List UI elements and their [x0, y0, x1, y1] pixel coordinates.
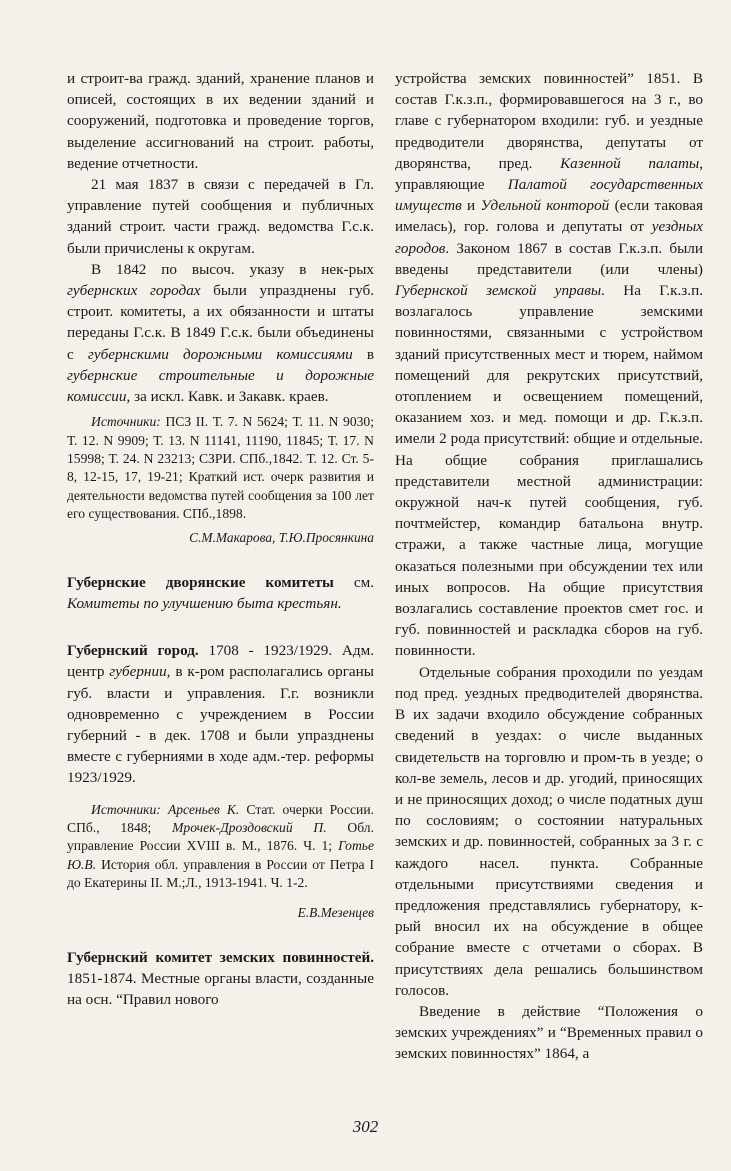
left-paragraph-1: и строит-ва гражд. зданий, хранение планов и описей, состоящих в их ведении зданий и сооружений, подготовка и проведение торгов, выделение ассигнований на строит. работы, ведение отчетности.: [67, 70, 374, 172]
sources-2: Источники: Арсеньев К. Стат. очерки России. СПб., 1848; Мрочек-Дроздовский П. Обл. управление России XVIII в. М., 1876. Ч. 1; Готье Ю.В. История обл. управления в России от Петра I до Екатерины II. М.;Л., 1913-1941. Ч. 1-2.: [67, 801, 374, 891]
sources-1: Источники: ПСЗ II. Т. 7. N 5624; Т. 11. N 9030; Т. 12. N 9909; Т. 13. N 11141, 11190, 11845; Т. 17. N 15998; Т. 24. N 23213; СЗРИ. СПб.,1842. Т. 12. Ст. 5-8, 12-15, 17, 19-21; Краткий ист. очерк развития и деятельности ведомства путей сообщения за 100 лет его существования. СПб.,1898.: [67, 414, 374, 522]
right-paragraph-2: Отдельные собрания проходили по уездам под пред. уездных предводителей дворянства. В их задачи входило обсуждение собранных сведений в уездах: о числе выданных свидетельств на торговлю и пром-ть в уезде; о кол-ве земель, лесов и др. угодий, приносящих и не приносящих доход; о числе податных душ по сословиям; о состоянии натуральных земских и др. повинностей, собранных за 3 г. с каждого насел. пункта. Собранные отдельными присутствиями сведения и предложения представлялись губернатору, к-рый вносил их на обсуждение в общее собрание вместе с отчетами о сборах. В присутствиях дела решались большинством голосов.: [395, 663, 703, 999]
author-1: С.М.Макарова, Т.Ю.Просянкина: [189, 529, 374, 545]
page-number: 302: [352, 1117, 379, 1136]
left-column: [67, 68, 374, 1010]
right-column: [395, 68, 703, 1065]
left-paragraph-2: 21 мая 1837 в связи с передачей в Гл. управление путей сообщения и публичных зданий строит. части гражд. ведомства Г.с.к. были причислены к округам.: [67, 176, 374, 257]
entry-dvoryanskie-komitety: Губернские дворянские комитеты см. Комитеты по улучшению быта крестьян.: [67, 573, 374, 612]
right-paragraph-3: Введение в действие “Положения о земских учреждениях” и “Временных правил о земских повинностях” 1864, а: [395, 1002, 703, 1063]
right-paragraph-1: устройства земских повинностей” 1851. В состав Г.к.з.п., формировавшегося на 3 г., во главе с губернатором входили: губ. и уездные предводители дворянства, депутаты от дворянства, пред. Казенной палаты, управляющие Палатой государственных имуществ и Удельной конторой (если таковая имелась), гор. голова и депутаты от уездных городов. Законом 1867 в состав Г.к.з.п. были введены представители (или члены) Губернской земской управы. На Г.к.з.п. возлагалось управление земскими повинностями, связанными с устройством зданий присутственных мест и тюрем, наймом помещений для рекрутских присутствий, отоплением и освещением помещений, оказанием хоз. и мед. помощи и др. Г.к.з.п. имели 2 рода присутствий: общие и отдельные. На общие собрания приглашались представители местной администрации: окружной нач-к путей сообщения, губ. почтмейстер, командир батальона внутр. стражи, а также частные лица, могущие оказаться полезными при обсуждении тех или иных вопросов. На общие присутствия возлагались составление проектов смет гос. и губ. повинностей и раскладка сборов на губ. повинности.: [395, 70, 703, 660]
author-2: Е.В.Мезенцев: [297, 904, 374, 920]
entry-gubernskiy-gorod: Губернский город. 1708 - 1923/1929. Адм. центр губернии, в к-ром располагались органы губ. власти и управления. Г.г. возникли одновременно с учреждением в России губерний - в дек. 1708 и были упразднены вместе с губерниями в ходе адм.-тер. реформы 1923/1929.: [67, 642, 374, 787]
left-paragraph-3: В 1842 по высоч. указу в нек-рых губернских городах были упразднены губ. строит. комитеты, а их обязанности и штаты переданы Г.с.к. В 1849 Г.с.к. были объединены с губернскими дорожными комиссиями в губернские строительные и дорожные комиссии, за искл. Кавк. и Закавк. краев.: [67, 260, 375, 406]
entry-gubernskiy-komitet: Губернский комитет земских повинностей. 1851-1874. Местные органы власти, созданные на осн. “Правил нового: [67, 948, 374, 1008]
